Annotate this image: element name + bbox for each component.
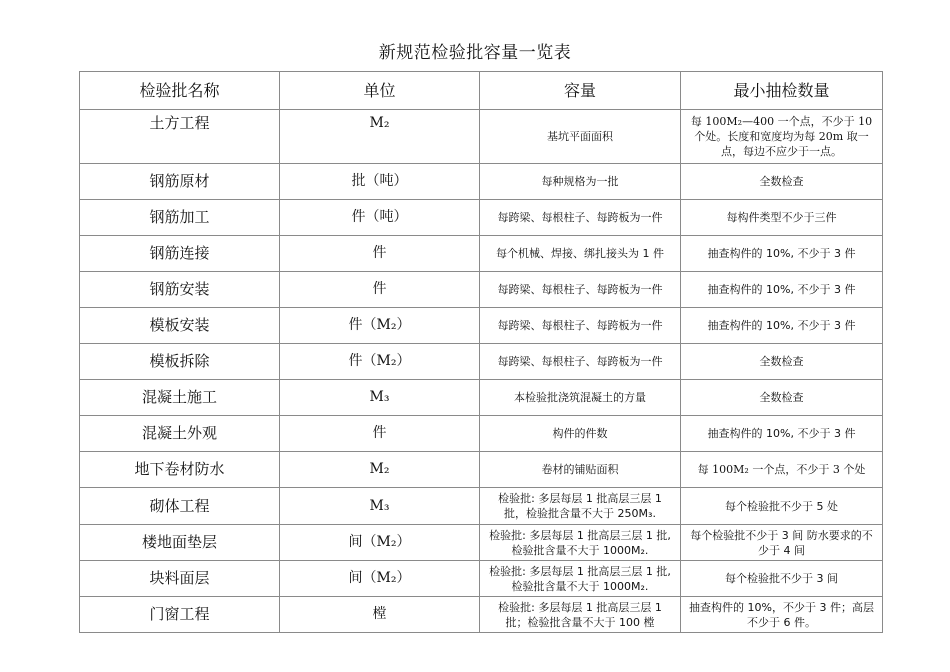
cell-capacity: 构件的件数 xyxy=(480,416,681,452)
cell-capacity: 每跨梁、每根柱子、每跨板为一件 xyxy=(480,272,681,308)
cell-name: 混凝土外观 xyxy=(80,416,280,452)
header-unit: 单位 xyxy=(280,72,480,110)
table-row xyxy=(80,561,883,597)
table-row xyxy=(80,236,883,272)
cell-name: 土方工程 xyxy=(80,110,280,164)
cell-unit: 件 xyxy=(280,272,480,308)
cell-unit: M₃ xyxy=(280,488,480,525)
cell-min-count: 全数检查 xyxy=(681,344,883,380)
inspection-batch-table xyxy=(79,71,883,633)
cell-min-count: 抽查构件的 10%, 不少于 3 件 xyxy=(681,416,883,452)
cell-name: 模板拆除 xyxy=(80,344,280,380)
header-capacity: 容量 xyxy=(480,72,681,110)
cell-capacity: 每个机械、焊接、绑扎接头为 1 件 xyxy=(480,236,681,272)
cell-unit: M₂ xyxy=(280,452,480,488)
cell-capacity: 检验批: 多层每层 1 批高层三层 1 批, 检验批含量不大于 1000M₂. xyxy=(480,561,681,597)
cell-unit: 件 xyxy=(280,416,480,452)
cell-unit: M₃ xyxy=(280,380,480,416)
cell-name: 门窗工程 xyxy=(80,597,280,633)
cell-capacity: 每跨梁、每根柱子、每跨板为一件 xyxy=(480,308,681,344)
cell-name: 混凝土施工 xyxy=(80,380,280,416)
cell-unit: 件（吨） xyxy=(280,200,480,236)
cell-min-count: 每构件类型不少于三件 xyxy=(681,200,883,236)
cell-min-count: 每个检验批不少于 3 间 xyxy=(681,561,883,597)
cell-name: 钢筋连接 xyxy=(80,236,280,272)
table-row xyxy=(80,597,883,633)
cell-capacity: 检验批: 多层每层 1 批高层三层 1 批；检验批含量不大于 100 樘 xyxy=(480,597,681,633)
cell-name: 钢筋原材 xyxy=(80,164,280,200)
cell-unit: M₂ xyxy=(280,110,480,164)
cell-min-count: 全数检查 xyxy=(681,164,883,200)
cell-min-count: 抽查构件的 10%, 不少于 3 件 xyxy=(681,308,883,344)
header-name: 检验批名称 xyxy=(80,72,280,110)
cell-unit: 间（M₂） xyxy=(280,525,480,561)
cell-name: 钢筋加工 xyxy=(80,200,280,236)
cell-unit: 件 xyxy=(280,236,480,272)
cell-min-count: 每 100M₂—400 一个点，不少于 10 个处。长度和宽度均为每 20m 取一点，每边不应少于一点。 xyxy=(681,110,883,164)
cell-capacity: 每跨梁、每根柱子、每跨板为一件 xyxy=(480,344,681,380)
cell-capacity: 检验批: 多层每层 1 批高层三层 1 批，检验批含量不大于 250M₃. xyxy=(480,488,681,525)
cell-capacity: 基坑平面面积 xyxy=(480,110,681,164)
table-row xyxy=(80,452,883,488)
table-row xyxy=(80,488,883,525)
cell-name: 砌体工程 xyxy=(80,488,280,525)
cell-min-count: 每个检验批不少于 3 间 防水要求的不少于 4 间 xyxy=(681,525,883,561)
cell-unit: 件（M₂） xyxy=(280,344,480,380)
table-row xyxy=(80,272,883,308)
cell-name: 地下卷材防水 xyxy=(80,452,280,488)
cell-capacity: 每种规格为一批 xyxy=(480,164,681,200)
cell-name: 楼地面垫层 xyxy=(80,525,280,561)
cell-name: 块料面层 xyxy=(80,561,280,597)
table-row xyxy=(80,525,883,561)
table-row xyxy=(80,416,883,452)
cell-name: 模板安装 xyxy=(80,308,280,344)
table-row xyxy=(80,200,883,236)
cell-unit: 间（M₂） xyxy=(280,561,480,597)
document-title: 新规范检验批容量一览表 xyxy=(378,43,572,63)
table-header-row xyxy=(80,72,883,110)
cell-capacity: 检验批: 多层每层 1 批高层三层 1 批, 检验批含量不大于 1000M₂. xyxy=(480,525,681,561)
cell-unit: 件（M₂） xyxy=(280,308,480,344)
cell-unit: 批（吨） xyxy=(280,164,480,200)
cell-capacity: 每跨梁、每根柱子、每跨板为一件 xyxy=(480,200,681,236)
cell-capacity: 本检验批浇筑混凝土的方量 xyxy=(480,380,681,416)
table-row xyxy=(80,380,883,416)
cell-min-count: 每个检验批不少于 5 处 xyxy=(681,488,883,525)
cell-min-count: 每 100M₂ 一个点，不少于 3 个处 xyxy=(681,452,883,488)
table-row xyxy=(80,110,883,164)
cell-unit: 樘 xyxy=(280,597,480,633)
cell-min-count: 抽查构件的 10%, 不少于 3 件 xyxy=(681,236,883,272)
table-row xyxy=(80,308,883,344)
cell-min-count: 抽查构件的 10%，不少于 3 件；高层不少于 6 件。 xyxy=(681,597,883,633)
cell-min-count: 抽查构件的 10%, 不少于 3 件 xyxy=(681,272,883,308)
table-row xyxy=(80,344,883,380)
cell-capacity: 卷材的铺贴面积 xyxy=(480,452,681,488)
header-min-count: 最小抽检数量 xyxy=(681,72,883,110)
table-row xyxy=(80,164,883,200)
cell-min-count: 全数检查 xyxy=(681,380,883,416)
cell-name: 钢筋安装 xyxy=(80,272,280,308)
